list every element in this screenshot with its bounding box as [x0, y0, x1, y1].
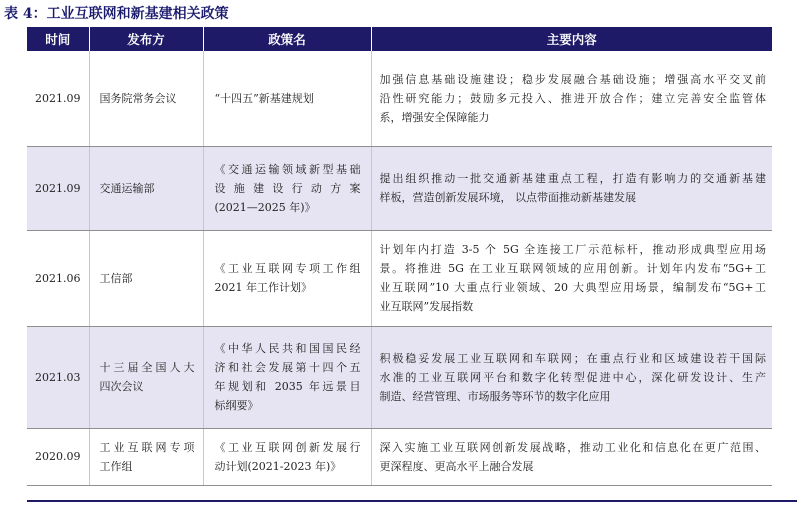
policy-table: [27, 27, 772, 486]
header-policy-name: 政策名: [203, 27, 371, 51]
policy-cell: [203, 230, 371, 326]
content-line: 制造、经营管理、市场服务等环节的数字化应用: [379, 389, 611, 403]
publisher-cell: [89, 51, 203, 146]
table-caption: 表 4：工业互联网和新基建相关政策: [4, 6, 229, 22]
publisher-line: 国务院常务会议: [99, 91, 177, 105]
table-row: [27, 428, 772, 485]
publisher-line: 四次会议: [99, 380, 144, 393]
content-line: 提出组织推动一批交通新基建重点工程，打造有影响力的交通新基建: [379, 172, 766, 185]
time-cell: 2021.09: [27, 51, 89, 146]
content-line: 样板，营造创新发展环境， 以点带面推动新基建发展: [379, 191, 636, 204]
header-time: 时间: [27, 27, 89, 51]
content-line: 系，增强安全保障能力: [379, 110, 490, 124]
policy-line: 济和社会发展第十四个五: [214, 361, 361, 374]
content-line: 计划年内打造 3-5 个 5G 全连接工厂示范标杆，推动形成典型应用场: [379, 243, 766, 256]
content-line: 沿性研究能力；鼓励多元投入、推进开放合作；建立完善安全监管体: [379, 91, 766, 105]
content-cell: [371, 326, 772, 428]
publisher-line: 交通运输部: [99, 181, 155, 195]
time-cell: 2021.03: [27, 326, 89, 428]
content-cell: [371, 51, 772, 146]
publisher-cell: [89, 146, 203, 230]
content-cell: [371, 230, 772, 326]
policy-line: 《交通运输领域新型基础: [214, 162, 361, 176]
time-cell: 2021.09: [27, 146, 89, 230]
policy-line: 年规划和 2035 年远景目: [214, 380, 361, 393]
content-line: 水准的工业互联网平台和数字化转型促进中心，深化研发设计、生产: [379, 370, 766, 384]
publisher-cell: [89, 428, 203, 485]
content-line: 景。将推进 5G 在工业互联网领域的应用创新。计划年内发布“5G+工: [379, 262, 766, 275]
policy-line: (2021—2025 年)》: [214, 200, 316, 214]
time-cell: 2020.09: [27, 428, 89, 485]
publisher-line: 工信部: [99, 271, 133, 285]
policy-line: 《中华人民共和国国民经: [214, 342, 361, 355]
header-publisher: 发布方: [89, 27, 203, 51]
publisher-cell: [89, 326, 203, 428]
policy-line: 动计划(2021-2023 年)》: [214, 459, 342, 473]
policy-line: 2021 年工作计划》: [214, 281, 312, 294]
table-row: [27, 51, 772, 146]
content-cell: [371, 428, 772, 485]
table-row: [27, 326, 772, 428]
publisher-line: 工作组: [99, 459, 133, 473]
policy-line: 设 施 建 设 行 动 方 案: [214, 181, 361, 195]
time-cell: 2021.06: [27, 230, 89, 326]
policy-line: 《工业互联网创新发展行: [214, 440, 361, 454]
content-line: 业互联网”发展指数: [379, 300, 474, 313]
policy-line: 《工业互联网专项工作组: [214, 262, 361, 275]
content-line: 业互联网”10 大重点行业领域、20 大典型应用场景，编制发布“5G+工: [379, 281, 766, 294]
policy-line: “十四五”新基建规划: [214, 91, 314, 105]
header-main-content: 主要内容: [371, 27, 772, 51]
table-row: [27, 230, 772, 326]
bottom-rule: [27, 500, 797, 502]
policy-cell: [203, 51, 371, 146]
publisher-line: 十三届全国人大: [99, 361, 195, 374]
publisher-line: 工业互联网专项: [99, 440, 195, 454]
policy-cell: [203, 326, 371, 428]
content-line: 积极稳妥发展工业互联网和车联网；在重点行业和区域建设若干国际: [379, 351, 766, 365]
header-row: [27, 27, 772, 51]
content-line: 更深程度、更高水平上融合发展: [379, 459, 534, 473]
table-row: [27, 146, 772, 230]
publisher-cell: [89, 230, 203, 326]
content-line: 加强信息基础设施建设；稳步发展融合基础设施；增强高水平交叉前: [379, 72, 766, 86]
policy-cell: [203, 428, 371, 485]
policy-cell: [203, 146, 371, 230]
policy-line: 标纲要》: [214, 399, 259, 412]
content-line: 深入实施工业互联网创新发展战略，推动工业化和信息化在更广范围、: [379, 440, 766, 454]
content-cell: [371, 146, 772, 230]
